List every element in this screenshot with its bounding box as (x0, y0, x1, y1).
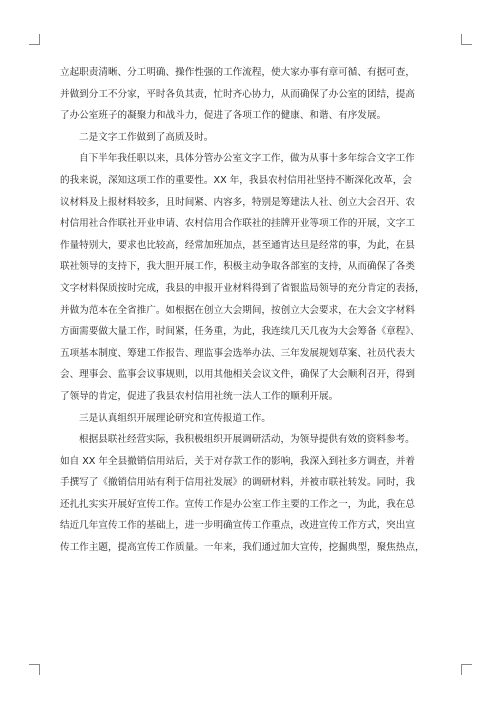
text-line: 如自 XX 年全县撤销信用站后，关于对存款工作的影响，我深入到社多方调查，并着 (60, 455, 416, 467)
text-line: 手撰写了《撤销信用站有利于信用社发展》的调研材料，并被市联社转发。同时，我 (60, 477, 415, 489)
corner-mark-top-left (29, 34, 40, 45)
text-line: 根据县联社经营实际，我积极组织开展调研活动，为领导提供有效的资料参考。 (79, 434, 415, 446)
text-line: 结近几年宣传工作的基础上，进一步明确宣传工作重点，改进宣传工作方式，突出宣 (60, 520, 415, 532)
text-line: 的我来说，深知这项工作的重要性。XX 年，我县农村信用社坚持不断深化改革，会 (60, 174, 412, 186)
text-line: 方面需要做大量工作，时间紧，任务重，为此，我连续几天几夜为大会筹备《章程》、 (60, 326, 420, 338)
corner-mark-bottom-right (461, 664, 472, 675)
text-line: 还扎扎实实开展好宣传工作。宣传工作是办公室工作主要的工作之一，为此，我在总 (60, 498, 415, 510)
document-body (60, 62, 438, 559)
text-line: 议材料及上报材料较多，且时间紧、内容多，特别是筹建法人社、创立大会召开、农 (60, 196, 415, 208)
text-line: 了领导的肯定，促进了我县农村信用社统一法人工作的顺利开展。 (60, 390, 339, 402)
text-line: 传工作主题，提高宣传工作质量。一年来，我们通过加大宣传，挖掘典型，聚焦热点， (60, 542, 425, 554)
text-line: 并做到分工不分家，平时各负其责，忙时齐心协力，从而确保了办公室的团结，提高 (60, 88, 415, 100)
corner-mark-bottom-left (29, 664, 40, 675)
text-line: 联社领导的支持下，我大胆开展工作，积极主动争取各部室的支持，从而确保了各类 (60, 261, 415, 273)
text-line: 了办公室班子的凝聚力和战斗力，促进了各项工作的健康、和谐、有序发展。 (60, 110, 387, 122)
text-line: 三是认真组织开展理论研究和宣传报道工作。 (79, 412, 271, 424)
text-line: 二是文字工作做到了高质及时。 (79, 131, 214, 143)
text-line: 作量特别大，要求也比较高，经常加班加点，甚至通宵达旦是经常的事，为此，在县 (60, 239, 415, 251)
text-line: 自下半年我任职以来，具体分管办公室文字工作，做为从事十多年综合文字工作 (79, 153, 415, 165)
text-line: 村信用社合作联社开业申请、农村信用合作联社的挂牌开业等项工作的开展，文字工 (60, 218, 415, 230)
text-line: 文字材料保质按时完成，我县的申报开业材料得到了省银监局领导的充分肯定的表扬， (60, 282, 425, 294)
text-line: 并做为范本在全省推广。如根据在创立大会期间，按创立大会要求，在大会文字材料 (60, 304, 415, 316)
text-line: 五项基本制度、筹建工作报告、理监事会选举办法、三年发展规划草案、社员代表大 (60, 347, 415, 359)
text-line: 立起职责清晰、分工明确、操作性强的工作流程，使大家办事有章可循、有据可查， (60, 67, 415, 78)
text-line: 会、理事会、监事会议事规则，以用其他相关会议文件，确保了大会顺利召开，得到 (60, 369, 415, 381)
corner-mark-top-right (461, 34, 472, 45)
